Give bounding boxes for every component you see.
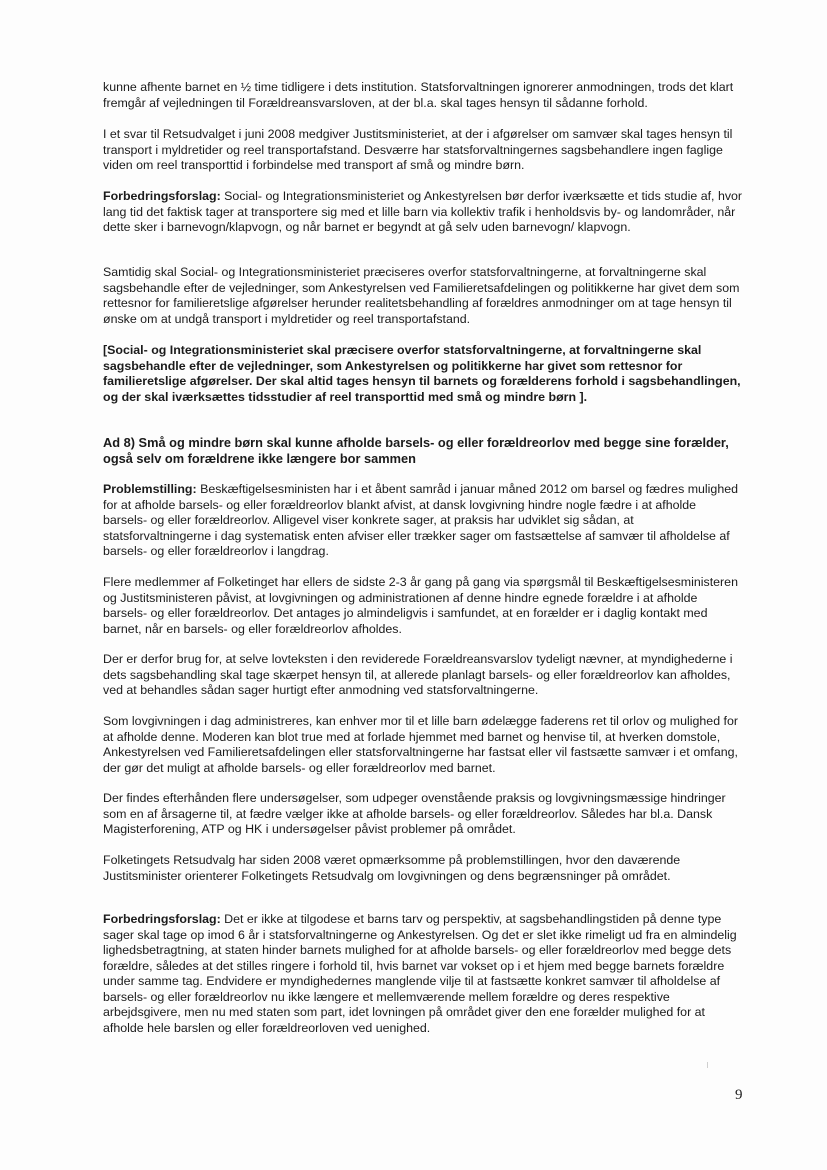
paragraph-body: Det er ikke at tilgodese et barns tarv og perspektiv, at sagsbehandlingstiden på denne type sager skal tage op imod 6 år i statsforvaltningerne og Ankestyrelsen. Og det er slet ikke rimeligt ud fra en almindelig lighedsbetragtning, at staten hinder barnets mulighed for at afholde barsels- og eller forældreorlov med begge dets forældre, således at det stilles ringere i forhold til, hvis barnet var vokset op i et hjem med begge barnets forældre under samme tag. Endvidere er myndighedernes manglende vilje til at fastsætte konkret samvær til afholdelse af barsels- og eller forældreorlov nu ikke længere et mellemværende mellem forældre og deres respektive arbejdsgivere, men nu med staten som part, idet lovningen på området giver den ene forælder mulighed for at afholde hele barslen og eller forældreorloven ved uenighed. bbox=[103, 912, 737, 1035]
paragraph-text: Flere medlemmer af Folketinget har ellers de sidste 2-3 år gang på gang via spørgsmål til Beskæftigelsesministeren og Justitsministeren påvist, at lovgivningen og administrationen af denne hindre egnede forældre i at afholde barsels- og eller forældreorlov. Det antages jo almindeligvis i samfundet, at en forælder er i daglig kontakt med barnet, når en barsels- og eller forældreorlov afholdes. bbox=[103, 575, 738, 636]
paragraph-text bbox=[103, 912, 743, 1036]
paragraph-label: Problemstilling: bbox=[103, 482, 197, 496]
paragraph-studies bbox=[103, 791, 743, 838]
paragraph-text: I et svar til Retsudvalget i juni 2008 medgiver Justitsministeriet, at der i afgørelser om samvær skal tages hensyn til transport i myldretider og reel transportafstand. Desværre har statsforvaltningernes sagsbehandlere ingen faglige viden om reel transporttid i forbindelse med transport af små og mindre børn. bbox=[103, 127, 733, 172]
paragraph-ministry-clarification bbox=[103, 265, 743, 327]
paragraph-text: Folketingets Retsudvalg har siden 2008 været opmærksomme på problemstillingen, hvor den daværende Justitsminister orienterer Folketingets Retsudvalg om lovgivningen og dens begrænsninger på området. bbox=[103, 853, 681, 883]
paragraph-body: Beskæftigelsesministen har i et åbent samråd i januar måned 2012 om barsel og fædres mulighed for at afholde barsels- og eller forældreorlov blankt afvist, at dansk lovgivning hindre nogle fædre i at afholde barsels- og eller forældreorlov. Alligevel viser konkrete sager, at praksis har udviklet sig sådan, at statsforvaltningerne i dag systematisk enten afviser eller trækker sager om fastsættelse af samvær til afholdelse af barsels- og eller forældreorlov i langdrag. bbox=[103, 482, 738, 558]
paragraph-problem-statement bbox=[103, 482, 743, 560]
paragraph-text: Der er derfor brug for, at selve lovteksten i den reviderede Forældreansvarslov tydeligt nævner, at myndighederne i dets sagsbehandling skal tage skærpet hensyn til, at allerede planlagt barsels- og eller forældreorlov kan afholdes, ved at behandles sådan sager hurtigt efter anmodning ved statsforvaltningerne. bbox=[103, 652, 733, 697]
paragraph-text: Der findes efterhånden flere undersøgelser, som udpeger ovenstående praksis og lovgivningsmæssige hindringer som en af årsagerne til, at fædre vælger ikke at afholde barsels- og eller forældreorlov. Således har bl.a. Dansk Magisterforening, ATP og HK i undersøgelser påvist problemer på området. bbox=[103, 791, 726, 836]
paragraph-text: Samtidig skal Social- og Integrationsministeriet præciseres overfor statsforvaltningerne, at forvaltningerne skal sagsbehandle efter de vejledninger, som Ankestyrelsen ved Familieretsafdelingen og politikkerne har givet dem som rettesnor for familieretslige afgørelser herunder realitetsbehandling af forældres anmodninger om at tage hensyn til ønske om at undgå transport i myldretider og reel transportafstand. bbox=[103, 265, 740, 326]
scan-artifact bbox=[707, 1062, 708, 1068]
paragraph-legal-committee bbox=[103, 853, 743, 884]
paragraph-transport-request bbox=[103, 80, 743, 111]
paragraph-label: Forbedringsforslag: bbox=[103, 189, 221, 203]
paragraph-improvement-proposal-1 bbox=[103, 189, 743, 236]
paragraph-text: [Social- og Integrationsministeriet skal præcisere overfor statsforvaltningerne, at forvaltningerne skal sagsbehandle efter de vejledninger, som Ankestyrelsen og politikkerne har givet som rettesnor for familieretslige afgørelser. Der skal altid tages hensyn til barnets og forælderens forhold i sagsbehandlingen, og der skal iværksættes tidsstudier af reel transporttid med små og mindre børn ]. bbox=[103, 343, 741, 404]
paragraph-bracketed-summary bbox=[103, 343, 743, 405]
heading-text: Ad 8) Små og mindre børn skal kunne afholde barsels- og eller forældreorlov med begge sine forælder, også selv om forældrene ikke længere bor sammen bbox=[103, 435, 729, 466]
paragraph-label: Forbedringsforslag: bbox=[103, 912, 221, 926]
paragraph-improvement-proposal-2 bbox=[103, 912, 743, 1036]
paragraph-text: kunne afhente barnet en ½ time tidligere i dets institution. Statsforvaltningen ignorerer anmodningen, trods det klart fremgår af vejledningen til Forældreansvarsloven, at der bl.a. skal tages hensyn til sådanne forhold. bbox=[103, 80, 734, 110]
paragraph-current-administration bbox=[103, 714, 743, 776]
paragraph-text bbox=[103, 482, 743, 560]
page-number: 9 bbox=[735, 1087, 743, 1103]
section-heading-ad-8 bbox=[103, 435, 743, 467]
paragraph-law-text-need bbox=[103, 652, 743, 699]
paragraph-justice-ministry-answer bbox=[103, 127, 743, 174]
paragraph-body: Social- og Integrationsministeriet og Ankestyrelsen bør derfor iværksætte et tids studie af, hvor lang tid det faktisk tager at transportere sig med et lille barn via kollektiv trafik i henholdsvis by- og landområder, når dette sker i barnevogn/klapvogn, og når barnet er begyndt at gå selv uden barnevogn/ klapvogn. bbox=[103, 189, 743, 234]
paragraph-text: Som lovgivningen i dag administreres, kan enhver mor til et lille barn ødelægge faderens ret til orlov og mulighed for at afholde denne. Moderen kan blot true med at forlade hjemmet med barnet og henvise til, at hverken domstole, Ankestyrelsen ved Familieretsafdelingen eller statsforvaltningerne har fastsat eller vil fastsætte samvær i et omfang, der gør det muligt at afholde barsels- og eller forældreorlov med barnet. bbox=[103, 714, 738, 775]
paragraph-parliament-members bbox=[103, 575, 743, 637]
paragraph-text bbox=[103, 189, 743, 236]
